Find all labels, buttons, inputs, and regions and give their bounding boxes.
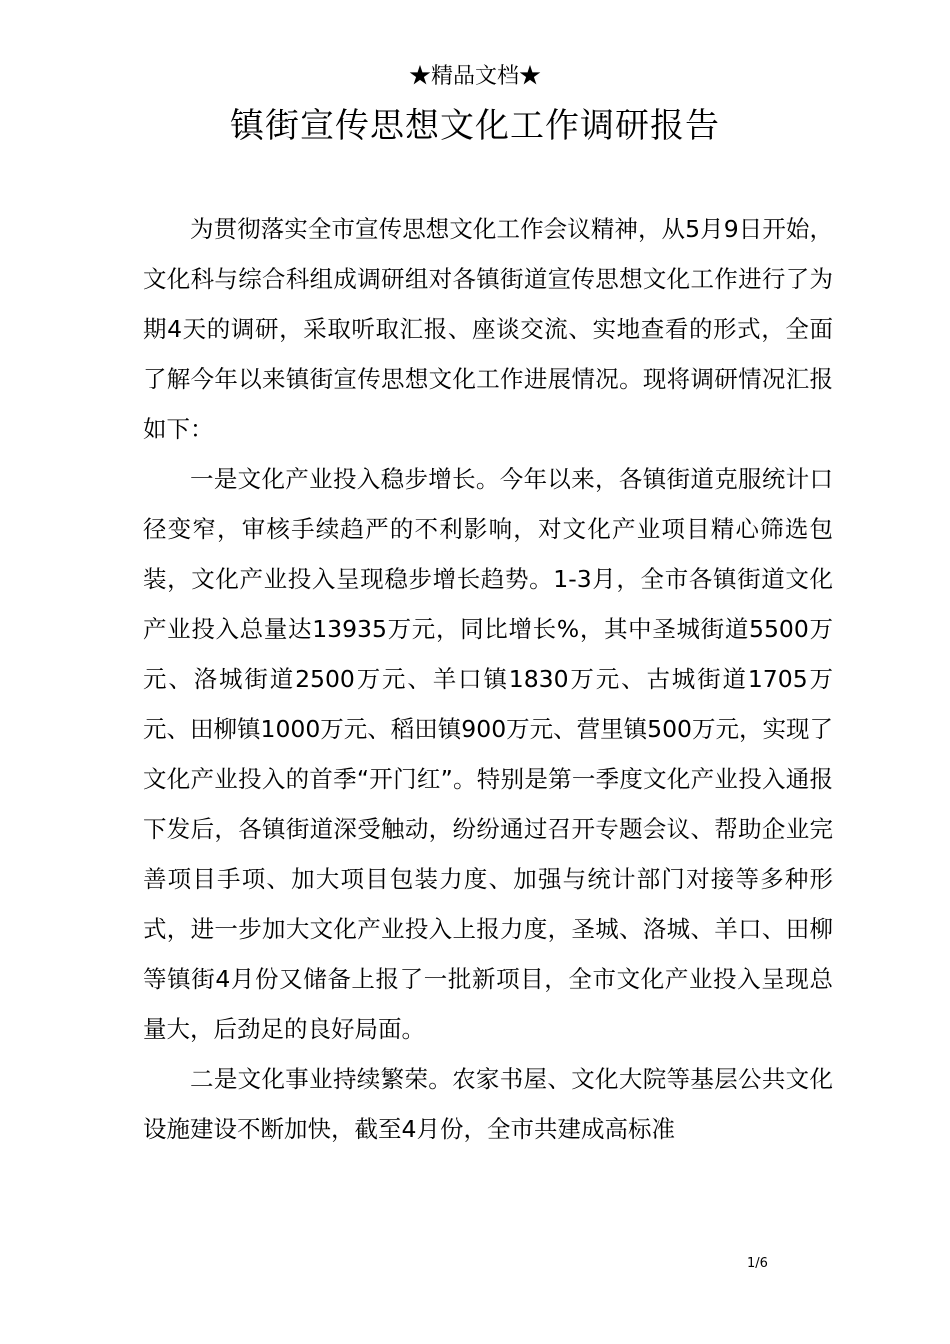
document-header-mark: ★精品文档★ [408,64,541,89]
page-number: 1/6 [747,1256,768,1271]
document-body [143,204,833,1154]
paragraph-culture-industry: 一是文化产业投入稳步增长。今年以来，各镇街道克服统计口径变窄，审核手续趋严的不利影响，对文化产业项目精心筛选包装，文化产业投入呈现稳步增长趋势。1-3月，全市各镇街道文化产业投入总量达13935万元，同比增长%，其中圣城街道5500万元、洛城街道2500万元、羊口镇1830万元、古城街道1705万元、田柳镇1000万元、稻田镇900万元、营里镇500万元，实现了文化产业投入的首季“开门红”。特别是第一季度文化产业投入通报下发后，各镇街道深受触动，纷纷通过召开专题会议、帮助企业完善项目手项、加大项目包装力度、加强与统计部门对接等多种形式，进一步加大文化产业投入上报力度，圣城、洛城、羊口、田柳等镇街4月份又储备上报了一批新项目，全市文化产业投入呈现总量大，后劲足的良好局面。 [143,465,834,1043]
paragraph-culture-undertakings: 二是文化事业持续繁荣。农家书屋、文化大院等基层公共文化设施建设不断加快，截至4月份，全市共建成高标准 [143,1065,833,1143]
document-title: 镇街宣传思想文化工作调研报告 [230,106,720,146]
paragraph-intro: 为贯彻落实全市宣传思想文化工作会议精神，从5月9日开始，文化科与综合科组成调研组对各镇街道宣传思想文化工作进行了为期4天的调研，采取听取汇报、座谈交流、实地查看的形式，全面了解今年以来镇街宣传思想文化工作进展情况。现将调研情况汇报如下： [143,215,833,443]
